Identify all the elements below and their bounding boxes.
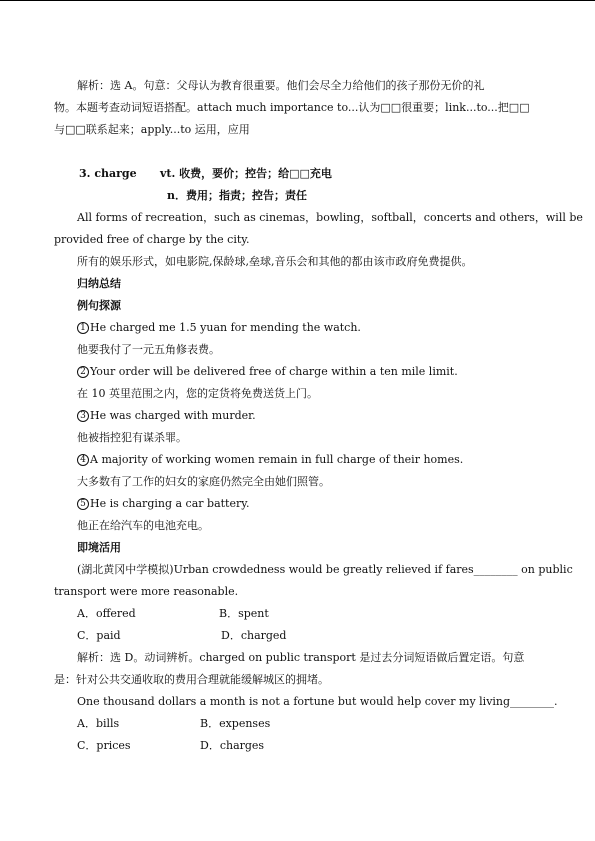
question-2-option-b: B．expenses xyxy=(200,717,271,730)
question-1-stem-line-1: (湖北黄冈中学模拟)Urban crowdedness would be greatly relieved if fares________ on public xyxy=(77,563,573,576)
analysis-line-2: 物。本题考查动词短语搭配。attach much importance to...认为□□很重要；link...to...把□□ xyxy=(54,101,530,114)
circled-number: 5 xyxy=(77,498,89,510)
sentence-3-en: 3 He was charged with murder. xyxy=(77,409,256,423)
entry-headword: 3. charge xyxy=(79,167,137,180)
sentence-5-en: 5 He is charging a car battery. xyxy=(77,497,250,511)
entry-vt-meaning: vt. 收费，要价；控告；给□□充电 xyxy=(160,167,332,180)
analysis-line-1: 解析：选 A。句意：父母认为教育很重要。他们会尽全力给他们的孩子那份无价的礼 xyxy=(77,79,485,92)
page-top-border xyxy=(0,0,595,1)
example-zh: 所有的娱乐形式，如电影院,保龄球,垒球,音乐会和其他的都由该市政府免费提供。 xyxy=(77,255,473,268)
sentence-1-en: 1 He charged me 1.5 yuan for mending the watch. xyxy=(77,321,361,335)
question-2-stem: One thousand dollars a month is not a fortune but would help cover my living________. xyxy=(77,695,558,708)
circled-number: 4 xyxy=(77,454,89,466)
sentence-5-zh: 他正在给汽车的电池充电。 xyxy=(77,519,209,532)
question-2-option-a: A．bills xyxy=(77,717,120,730)
sentence-2-zh: 在 10 英里范围之内，您的定货将免费送货上门。 xyxy=(77,387,318,400)
circled-number: 1 xyxy=(77,322,89,334)
question-1-answer-line-1: 解析：选 D。动词辨析。charged on public transport 是过去分词短语做后置定语。句意 xyxy=(77,651,525,664)
sentence-4-zh: 大多数有了工作的妇女的家庭仍然完全由她们照管。 xyxy=(77,475,330,488)
section-practice: 即境活用 xyxy=(77,541,121,554)
circled-number: 3 xyxy=(77,410,89,422)
analysis-line-3: 与□□联系起来；apply...to 运用，应用 xyxy=(54,123,250,136)
sentence-4-en: 4 A majority of working women remain in full charge of their homes. xyxy=(77,453,463,467)
question-1-option-a: A．offered xyxy=(77,607,136,620)
entry-n-meaning: n．费用；指责；控告；责任 xyxy=(167,189,307,202)
section-explore: 例句探源 xyxy=(77,299,121,312)
question-1-option-b: B．spent xyxy=(219,607,269,620)
question-1-option-d: D．charged xyxy=(221,629,287,642)
question-2-option-d: D．charges xyxy=(200,739,265,752)
question-1-stem-line-2: transport were more reasonable. xyxy=(54,585,239,598)
question-1-option-c: C．paid xyxy=(77,629,121,642)
sentence-3-zh: 他被指控犯有谋杀罪。 xyxy=(77,431,187,444)
sentence-2-en: 2 Your order will be delivered free of charge within a ten mile limit. xyxy=(77,365,458,379)
sentence-1-zh: 他要我付了一元五角修表费。 xyxy=(77,343,220,356)
example-en-line-1: All forms of recreation，such as cinemas，bowling，softball，concerts and others，will be xyxy=(77,211,583,224)
example-en-line-2: provided free of charge by the city. xyxy=(54,233,250,246)
circled-number: 2 xyxy=(77,366,89,378)
question-2-option-c: C．prices xyxy=(77,739,131,752)
question-1-answer-line-2: 是：针对公共交通收取的费用合理就能缓解城区的拥堵。 xyxy=(54,673,329,686)
section-summary: 归纳总结 xyxy=(77,277,121,290)
